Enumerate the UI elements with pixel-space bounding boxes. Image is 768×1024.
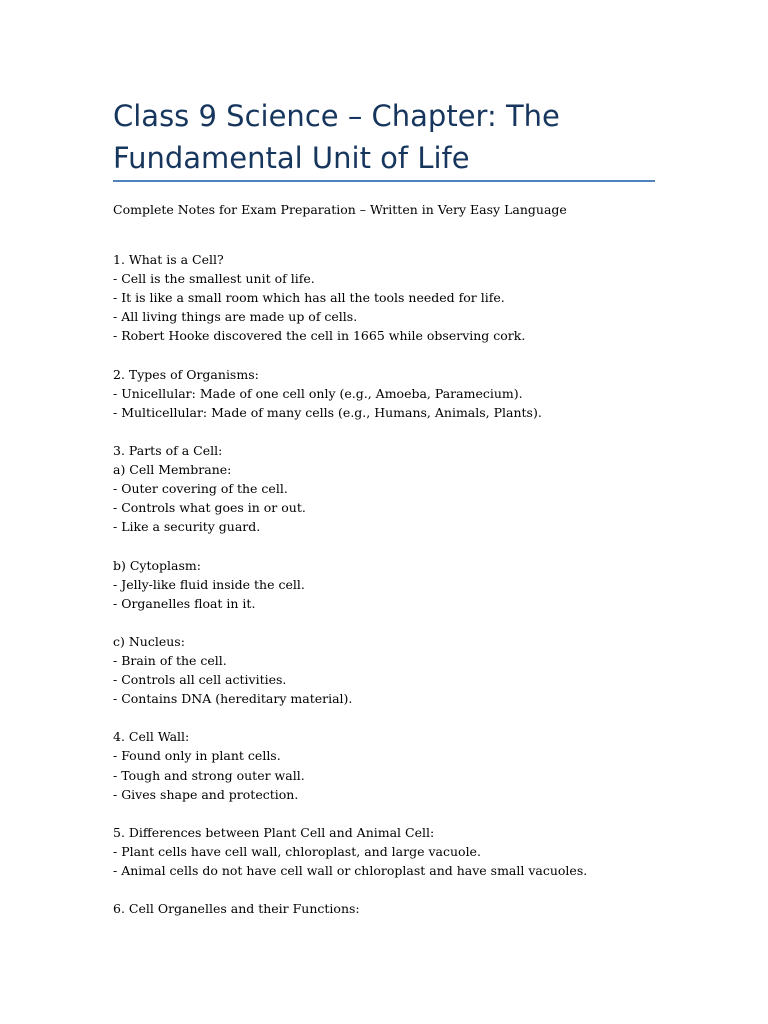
section-heading: 1. What is a Cell? <box>113 252 224 267</box>
note-section <box>113 441 673 536</box>
title-underline-divider <box>113 180 655 182</box>
note-line: - Unicellular: Made of one cell only (e.g., Amoeba, Paramecium). <box>113 385 523 401</box>
note-line: a) Cell Membrane: <box>113 462 232 478</box>
section-heading: 2. Types of Organisms: <box>113 366 259 382</box>
note-section <box>113 556 673 613</box>
note-line: - Tough and strong outer wall. <box>113 767 305 783</box>
note-line: - Controls all cell activities. <box>113 672 287 688</box>
note-line: - Found only in plant cells. <box>113 748 281 764</box>
note-line: - It is like a small room which has all the tools needed for life. <box>113 290 505 306</box>
note-section <box>113 365 673 422</box>
section-heading: 4. Cell Wall: <box>113 729 190 745</box>
note-line: - Animal cells do not have cell wall or chloroplast and have small vacuoles. <box>113 863 588 878</box>
note-line: - Outer covering of the cell. <box>113 481 288 497</box>
note-section <box>113 727 673 803</box>
section-heading: c) Nucleus: <box>113 633 185 649</box>
page-title: Class 9 Science – Chapter: The Fundamental Unit of Life <box>113 99 560 175</box>
note-line: - Cell is the smallest unit of life. <box>113 271 315 287</box>
note-line: - Organelles float in it. <box>113 595 256 611</box>
note-line: - Controls what goes in or out. <box>113 500 306 516</box>
note-line: - Brain of the cell. <box>113 652 227 668</box>
note-line: - Gives shape and protection. <box>113 786 299 802</box>
note-line: - Multicellular: Made of many cells (e.g., Humans, Animals, Plants). <box>113 404 542 420</box>
note-section <box>113 250 673 345</box>
note-line: - Robert Hooke discovered the cell in 1665 while observing cork. <box>113 328 526 344</box>
section-heading: 5. Differences between Plant Cell and Animal Cell: <box>113 824 435 840</box>
note-line: - Plant cells have cell wall, chloroplast, and large vacuole. <box>113 843 481 859</box>
section-heading: 6. Cell Organelles and their Functions: <box>113 901 360 917</box>
note-line: - Contains DNA (hereditary material). <box>113 691 353 707</box>
section-heading: 3. Parts of a Cell: <box>113 442 223 458</box>
note-line: - Like a security guard. <box>113 519 261 535</box>
note-section <box>113 632 673 708</box>
document-subtitle: Complete Notes for Exam Preparation – Written in Very Easy Language <box>113 202 567 217</box>
note-line: - All living things are made up of cells. <box>113 309 358 325</box>
note-section <box>113 899 673 918</box>
note-line: - Jelly-like fluid inside the cell. <box>113 576 305 592</box>
document-body <box>113 250 673 937</box>
note-section <box>113 823 673 880</box>
section-heading: b) Cytoplasm: <box>113 557 201 573</box>
